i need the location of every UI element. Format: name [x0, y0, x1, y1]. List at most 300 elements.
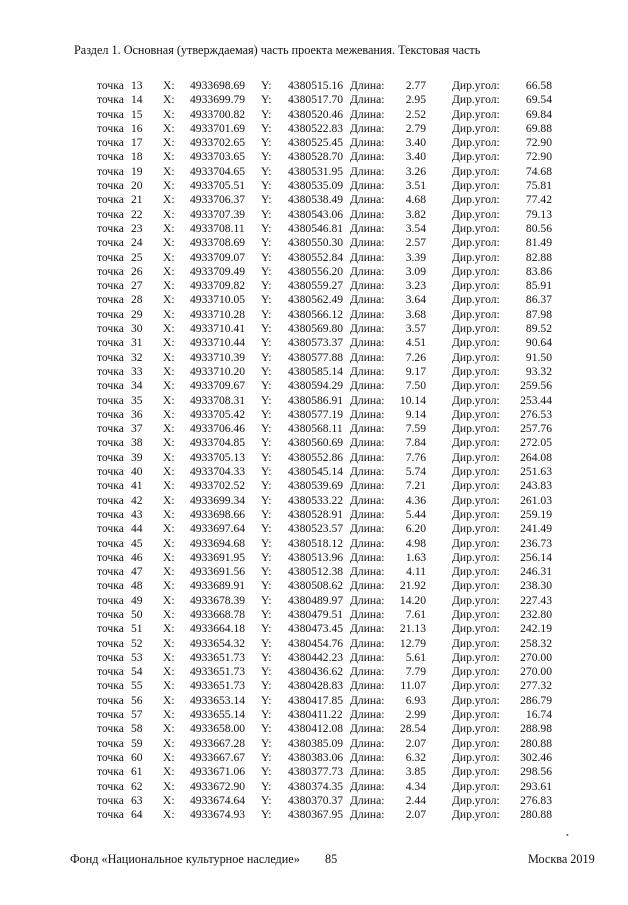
angle-label: Дир.угол:	[452, 422, 500, 436]
point-label: точка	[97, 565, 124, 579]
point-label: точка	[97, 736, 124, 750]
x-value: 4933674.93	[190, 808, 246, 822]
length-value: 2.79	[405, 121, 426, 135]
angle-value: 280.88	[520, 808, 552, 822]
length-value: 7.76	[405, 450, 426, 464]
length-label: Длина:	[350, 779, 385, 793]
x-label: X:	[163, 465, 175, 479]
length-label: Длина:	[350, 607, 385, 621]
point-label: точка	[97, 636, 124, 650]
point-number: 26	[131, 264, 143, 278]
length-value: 3.54	[405, 221, 426, 235]
y-label: Y:	[261, 679, 272, 693]
point-number: 63	[131, 793, 143, 807]
length-label: Длина:	[350, 121, 385, 135]
x-value: 4933653.14	[190, 693, 246, 707]
angle-value: 276.53	[520, 407, 552, 421]
point-label: точка	[97, 622, 124, 636]
x-value: 4933699.34	[190, 493, 246, 507]
angle-label: Дир.угол:	[452, 622, 500, 636]
y-label: Y:	[261, 708, 272, 722]
y-label: Y:	[261, 293, 272, 307]
y-value: 4380550.30	[288, 236, 344, 250]
length-value: 12.79	[399, 636, 426, 650]
point-number: 35	[131, 393, 143, 407]
coordinate-row	[0, 537, 628, 551]
x-label: X:	[163, 107, 175, 121]
y-value: 4380522.83	[288, 121, 344, 135]
point-label: точка	[97, 607, 124, 621]
point-number: 60	[131, 750, 143, 764]
length-label: Длина:	[350, 150, 385, 164]
x-label: X:	[163, 579, 175, 593]
length-label: Длина:	[350, 236, 385, 250]
point-label: точка	[97, 793, 124, 807]
x-value: 4933702.52	[190, 479, 246, 493]
coordinate-row	[0, 251, 628, 265]
y-value: 4380560.69	[288, 436, 344, 450]
point-number: 51	[131, 622, 143, 636]
x-label: X:	[163, 79, 175, 92]
length-value: 3.82	[405, 207, 426, 221]
angle-label: Дир.угол:	[452, 407, 500, 421]
angle-label: Дир.угол:	[452, 121, 500, 135]
point-label: точка	[97, 350, 124, 364]
length-value: 1.63	[405, 550, 426, 564]
y-label: Y:	[261, 379, 272, 393]
angle-label: Дир.угол:	[452, 450, 500, 464]
angle-label: Дир.угол:	[452, 264, 500, 278]
coordinate-row	[0, 765, 628, 779]
point-number: 28	[131, 293, 143, 307]
x-value: 4933658.00	[190, 722, 246, 736]
x-value: 4933709.49	[190, 264, 246, 278]
angle-value: 227.43	[520, 593, 552, 607]
x-label: X:	[163, 565, 175, 579]
angle-value: 82.88	[525, 250, 552, 264]
angle-value: 251.63	[520, 465, 552, 479]
angle-label: Дир.угол:	[452, 93, 500, 107]
y-label: Y:	[261, 607, 272, 621]
coordinate-row	[0, 579, 628, 593]
point-label: точка	[97, 164, 124, 178]
angle-value: 288.98	[520, 722, 552, 736]
x-value: 4933691.56	[190, 565, 246, 579]
angle-label: Дир.угол:	[452, 793, 500, 807]
y-label: Y:	[261, 407, 272, 421]
point-number: 53	[131, 650, 143, 664]
coordinate-row	[0, 394, 628, 408]
y-label: Y:	[261, 522, 272, 536]
angle-label: Дир.угол:	[452, 507, 500, 521]
length-label: Длина:	[350, 79, 385, 92]
angle-value: 83.86	[525, 264, 552, 278]
y-value: 4380535.09	[288, 179, 344, 193]
angle-value: 270.00	[520, 650, 552, 664]
point-label: точка	[97, 379, 124, 393]
x-value: 4933668.78	[190, 607, 246, 621]
length-label: Длина:	[350, 808, 385, 822]
x-label: X:	[163, 708, 175, 722]
point-number: 43	[131, 507, 143, 521]
coordinate-row	[0, 122, 628, 136]
y-value: 4380586.91	[288, 393, 344, 407]
y-label: Y:	[261, 207, 272, 221]
point-number: 19	[131, 164, 143, 178]
x-value: 4933651.73	[190, 650, 246, 664]
point-number: 64	[131, 808, 143, 822]
y-label: Y:	[261, 164, 272, 178]
y-value: 4380489.97	[288, 593, 344, 607]
coordinate-row	[0, 565, 628, 579]
point-number: 18	[131, 150, 143, 164]
angle-value: 256.14	[520, 550, 552, 564]
angle-value: 86.37	[525, 293, 552, 307]
y-label: Y:	[261, 336, 272, 350]
y-label: Y:	[261, 150, 272, 164]
y-value: 4380442.23	[288, 650, 344, 664]
x-value: 4933672.90	[190, 779, 246, 793]
length-label: Длина:	[350, 279, 385, 293]
length-value: 2.99	[405, 708, 426, 722]
point-number: 14	[131, 93, 143, 107]
point-number: 56	[131, 693, 143, 707]
x-label: X:	[163, 779, 175, 793]
coordinate-row	[0, 236, 628, 250]
x-label: X:	[163, 250, 175, 264]
x-value: 4933698.69	[190, 79, 246, 92]
length-value: 3.26	[405, 164, 426, 178]
point-number: 13	[131, 79, 143, 92]
x-label: X:	[163, 765, 175, 779]
page-header: Раздел 1. Основная (утверждаемая) часть проекта межевания. Текстовая часть	[74, 43, 481, 57]
angle-value: 69.88	[525, 121, 552, 135]
y-label: Y:	[261, 579, 272, 593]
length-value: 4.11	[406, 565, 426, 579]
point-number: 32	[131, 350, 143, 364]
length-value: 3.85	[405, 765, 426, 779]
point-number: 61	[131, 765, 143, 779]
x-label: X:	[163, 593, 175, 607]
angle-label: Дир.угол:	[452, 221, 500, 235]
point-label: точка	[97, 393, 124, 407]
point-label: точка	[97, 808, 124, 822]
angle-label: Дир.угол:	[452, 565, 500, 579]
angle-value: 259.56	[520, 379, 552, 393]
angle-label: Дир.угол:	[452, 522, 500, 536]
angle-label: Дир.угол:	[452, 479, 500, 493]
angle-label: Дир.угол:	[452, 636, 500, 650]
y-label: Y:	[261, 693, 272, 707]
angle-value: 258.32	[520, 636, 552, 650]
x-value: 4933654.32	[190, 636, 246, 650]
point-number: 62	[131, 779, 143, 793]
coordinate-row	[0, 465, 628, 479]
coordinate-row	[0, 708, 628, 722]
y-value: 4380517.70	[288, 93, 344, 107]
length-value: 4.34	[405, 779, 426, 793]
angle-label: Дир.угол:	[452, 293, 500, 307]
length-label: Длина:	[350, 536, 385, 550]
y-value: 4380377.73	[288, 765, 344, 779]
coordinates-table	[0, 79, 628, 822]
x-label: X:	[163, 407, 175, 421]
x-value: 4933701.69	[190, 121, 246, 135]
point-number: 16	[131, 121, 143, 135]
angle-label: Дир.угол:	[452, 665, 500, 679]
y-label: Y:	[261, 322, 272, 336]
coordinate-row	[0, 108, 628, 122]
point-number: 30	[131, 322, 143, 336]
point-number: 42	[131, 493, 143, 507]
coordinate-row	[0, 494, 628, 508]
angle-label: Дир.угол:	[452, 650, 500, 664]
y-value: 4380594.29	[288, 379, 344, 393]
point-label: точка	[97, 779, 124, 793]
angle-label: Дир.угол:	[452, 379, 500, 393]
angle-label: Дир.угол:	[452, 393, 500, 407]
y-value: 4380562.49	[288, 293, 344, 307]
point-number: 57	[131, 708, 143, 722]
x-value: 4933699.79	[190, 93, 246, 107]
length-label: Длина:	[350, 679, 385, 693]
point-label: точка	[97, 507, 124, 521]
point-label: точка	[97, 665, 124, 679]
angle-label: Дир.угол:	[452, 250, 500, 264]
x-value: 4933705.42	[190, 407, 246, 421]
x-label: X:	[163, 207, 175, 221]
length-label: Длина:	[350, 750, 385, 764]
length-value: 3.40	[405, 136, 426, 150]
x-label: X:	[163, 136, 175, 150]
angle-value: 286.79	[520, 693, 552, 707]
y-label: Y:	[261, 236, 272, 250]
angle-value: 242.19	[520, 622, 552, 636]
y-label: Y:	[261, 364, 272, 378]
x-value: 4933706.46	[190, 422, 246, 436]
length-value: 3.51	[405, 179, 426, 193]
length-value: 7.26	[405, 350, 426, 364]
point-number: 20	[131, 179, 143, 193]
x-value: 4933710.39	[190, 350, 246, 364]
y-label: Y:	[261, 193, 272, 207]
angle-label: Дир.угол:	[452, 207, 500, 221]
y-value: 4380508.62	[288, 579, 344, 593]
x-value: 4933651.73	[190, 679, 246, 693]
length-label: Длина:	[350, 193, 385, 207]
x-value: 4933705.13	[190, 450, 246, 464]
angle-label: Дир.угол:	[452, 179, 500, 193]
x-value: 4933706.37	[190, 193, 246, 207]
point-label: точка	[97, 550, 124, 564]
angle-label: Дир.угол:	[452, 765, 500, 779]
coordinate-row	[0, 365, 628, 379]
point-label: точка	[97, 407, 124, 421]
coordinate-row	[0, 293, 628, 307]
length-label: Длина:	[350, 465, 385, 479]
point-number: 22	[131, 207, 143, 221]
y-value: 4380513.96	[288, 550, 344, 564]
angle-label: Дир.угол:	[452, 350, 500, 364]
x-value: 4933667.67	[190, 750, 246, 764]
x-label: X:	[163, 693, 175, 707]
angle-value: 257.76	[520, 422, 552, 436]
length-label: Длина:	[350, 665, 385, 679]
coordinate-row	[0, 479, 628, 493]
point-number: 39	[131, 450, 143, 464]
y-label: Y:	[261, 221, 272, 235]
length-value: 14.20	[399, 593, 426, 607]
x-value: 4933678.39	[190, 593, 246, 607]
length-value: 6.20	[405, 522, 426, 536]
angle-value: 80.56	[525, 221, 552, 235]
angle-value: 69.54	[525, 93, 552, 107]
coordinate-row	[0, 336, 628, 350]
y-value: 4380528.70	[288, 150, 344, 164]
point-label: точка	[97, 207, 124, 221]
y-value: 4380525.45	[288, 136, 344, 150]
length-label: Длина:	[350, 336, 385, 350]
angle-label: Дир.угол:	[452, 164, 500, 178]
x-label: X:	[163, 264, 175, 278]
x-label: X:	[163, 364, 175, 378]
angle-value: 270.00	[520, 665, 552, 679]
point-label: точка	[97, 450, 124, 464]
point-label: точка	[97, 193, 124, 207]
y-label: Y:	[261, 550, 272, 564]
y-value: 4380552.86	[288, 450, 344, 464]
point-number: 31	[131, 336, 143, 350]
point-label: точка	[97, 136, 124, 150]
x-value: 4933707.39	[190, 207, 246, 221]
y-value: 4380518.12	[288, 536, 344, 550]
length-value: 3.23	[405, 279, 426, 293]
x-label: X:	[163, 179, 175, 193]
x-label: X:	[163, 436, 175, 450]
length-label: Длина:	[350, 436, 385, 450]
point-label: точка	[97, 307, 124, 321]
y-label: Y:	[261, 436, 272, 450]
point-number: 24	[131, 236, 143, 250]
y-label: Y:	[261, 422, 272, 436]
length-value: 5.74	[405, 465, 426, 479]
y-label: Y:	[261, 264, 272, 278]
x-label: X:	[163, 336, 175, 350]
length-label: Длина:	[350, 765, 385, 779]
coordinate-row	[0, 522, 628, 536]
footer-city-year: Москва 2019	[528, 852, 595, 866]
angle-value: 77.42	[525, 193, 552, 207]
length-value: 3.40	[405, 150, 426, 164]
length-label: Длина:	[350, 379, 385, 393]
angle-value: 90.64	[525, 336, 552, 350]
length-value: 2.52	[405, 107, 426, 121]
y-value: 4380533.22	[288, 493, 344, 507]
point-label: точка	[97, 493, 124, 507]
y-label: Y:	[261, 793, 272, 807]
x-label: X:	[163, 221, 175, 235]
x-value: 4933664.18	[190, 622, 246, 636]
x-value: 4933704.33	[190, 465, 246, 479]
coordinate-row	[0, 265, 628, 279]
x-value: 4933674.64	[190, 793, 246, 807]
angle-label: Дир.угол:	[452, 736, 500, 750]
angle-value: 277.32	[520, 679, 552, 693]
point-label: точка	[97, 264, 124, 278]
y-label: Y:	[261, 765, 272, 779]
length-label: Длина:	[350, 565, 385, 579]
coordinate-row	[0, 93, 628, 107]
point-label: точка	[97, 150, 124, 164]
length-label: Длина:	[350, 364, 385, 378]
angle-value: 91.50	[525, 350, 552, 364]
length-label: Длина:	[350, 207, 385, 221]
length-value: 3.57	[405, 322, 426, 336]
point-number: 44	[131, 522, 143, 536]
angle-label: Дир.угол:	[452, 493, 500, 507]
length-value: 7.79	[405, 665, 426, 679]
x-label: X:	[163, 422, 175, 436]
length-label: Длина:	[350, 793, 385, 807]
point-number: 49	[131, 593, 143, 607]
point-number: 36	[131, 407, 143, 421]
x-value: 4933671.06	[190, 765, 246, 779]
angle-value: 298.56	[520, 765, 552, 779]
point-label: точка	[97, 93, 124, 107]
y-value: 4380577.19	[288, 407, 344, 421]
length-value: 2.57	[405, 236, 426, 250]
angle-value: 66.58	[525, 79, 552, 92]
x-label: X:	[163, 279, 175, 293]
coordinate-row	[0, 322, 628, 336]
point-label: точка	[97, 465, 124, 479]
angle-value: 87.98	[525, 307, 552, 321]
coordinate-row	[0, 794, 628, 808]
point-number: 27	[131, 279, 143, 293]
length-label: Длина:	[350, 107, 385, 121]
point-label: точка	[97, 722, 124, 736]
y-value: 4380512.38	[288, 565, 344, 579]
x-value: 4933667.28	[190, 736, 246, 750]
point-number: 34	[131, 379, 143, 393]
x-value: 4933704.65	[190, 164, 246, 178]
y-label: Y:	[261, 636, 272, 650]
angle-label: Дир.угол:	[452, 136, 500, 150]
coordinate-row	[0, 279, 628, 293]
coordinate-row	[0, 136, 628, 150]
point-number: 52	[131, 636, 143, 650]
angle-label: Дир.угол:	[452, 579, 500, 593]
angle-label: Дир.угол:	[452, 193, 500, 207]
point-label: точка	[97, 650, 124, 664]
x-value: 4933691.95	[190, 550, 246, 564]
point-label: точка	[97, 679, 124, 693]
y-label: Y:	[261, 93, 272, 107]
angle-label: Дир.угол:	[452, 679, 500, 693]
y-value: 4380531.95	[288, 164, 344, 178]
y-value: 4380539.69	[288, 479, 344, 493]
length-label: Длина:	[350, 307, 385, 321]
y-value: 4380543.06	[288, 207, 344, 221]
point-label: точка	[97, 436, 124, 450]
y-value: 4380479.51	[288, 607, 344, 621]
length-label: Длина:	[350, 164, 385, 178]
coordinate-row	[0, 208, 628, 222]
y-value: 4380417.85	[288, 693, 344, 707]
angle-value: 246.31	[520, 565, 552, 579]
y-label: Y:	[261, 250, 272, 264]
angle-value: 93.32	[525, 364, 552, 378]
